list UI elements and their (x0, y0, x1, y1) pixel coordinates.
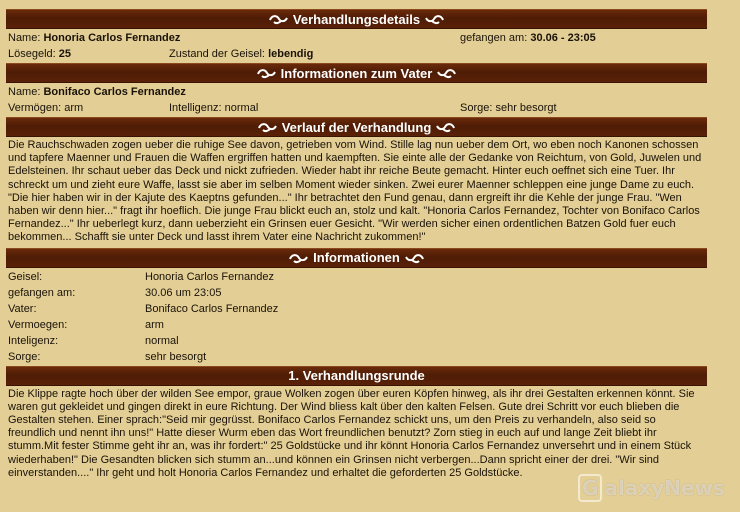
scroll-ornament-icon (258, 121, 277, 133)
father-wealth: Vermögen: arm (8, 102, 84, 114)
father-row-2 (6, 100, 707, 116)
scroll-ornament-icon (289, 252, 308, 264)
scroll-ornament-icon (425, 13, 444, 25)
scroll-ornament-icon (405, 252, 424, 264)
section-header-course (6, 117, 707, 137)
scroll-ornament-icon (269, 13, 288, 25)
scroll-ornament-icon (436, 121, 455, 133)
captured-date: gefangen am: 30.06 - 23:05 (460, 32, 596, 44)
info-row: gefangen am: 30.06 um 23:05 (8, 286, 222, 299)
info-table (6, 269, 707, 365)
details-row-2 (6, 46, 707, 62)
round-text: Die Klippe ragte hoch über der wilden See empor, graue Wolken zogen über euren Köpfen hinweg, als ihr drei Gestalten erkennen könnt. Sie waren gut gekleidet und gingen direkt in eure Richtung. Der Wind bliess kalt über den kalten Felsen. Gute drei Schritt vor euch blieben die Gestalten stehen. Einer sprach:"Seid mir gegrüsst. Bonifaco Carlos Fernandez schickt uns, um den Preis zu verhandeln, also seid so freundlich und nennt ihn uns!" Hatte dieser Wurm eben das Wort freundlichen benutzt? Zorn stieg in euch auf und lange Zeit bliebt ihr stumm.Mit fester Stimme geht ihr an, was ihr fordert:" 25 Goldstücke und ihr könnt Honoria Carlos Fernandez unversehrt und in einem Stück wiederhaben!" Die Gesandten blicken sich stumm an...und können ein Grinsen nicht verbergen...Dann spricht einer der drei. "Wir sind einverstanden...." Ihr geht und holt Honoria Carlos Fernandez und erhaltet die geforderten 25 Goldstücke. (8, 387, 695, 479)
scroll-ornament-icon (437, 67, 456, 79)
father-row-1 (6, 84, 707, 100)
info-row: Vater: Bonifaco Carlos Fernandez (8, 302, 279, 315)
galaxynews-watermark-logo: G alaxyNews (578, 474, 725, 502)
hostage-state: Zustand der Geisel: lebendig (169, 48, 314, 60)
father-name: Name: Bonifaco Carlos Fernandez (8, 86, 186, 98)
info-row: Vermoegen: arm (8, 318, 164, 331)
negotiation-panel (6, 8, 707, 482)
info-row: Sorge: sehr besorgt (8, 350, 207, 363)
father-worry: Sorge: sehr besorgt (460, 102, 557, 114)
section-title: Informationen zum Vater (280, 65, 433, 81)
section-header-round (6, 366, 707, 386)
scroll-ornament-icon (257, 67, 276, 79)
section-title: Verhandlungsdetails (292, 11, 421, 27)
father-intelligence: Intelligenz: normal (169, 102, 259, 114)
ransom: Lösegeld: 25 (8, 48, 72, 60)
section-title: Informationen (313, 250, 400, 266)
hostage-name: Name: Honoria Carlos Fernandez (8, 32, 181, 44)
section-title: Verlauf der Verhandlung (281, 119, 432, 135)
section-title: 1. Verhandlungsrunde (288, 368, 425, 384)
section-header-info (6, 248, 707, 268)
info-row: Geisel: Honoria Carlos Fernandez (8, 270, 275, 283)
details-row-1 (6, 30, 707, 46)
section-header-father (6, 63, 707, 83)
course-text: Die Rauchschwaden zogen ueber die ruhige See davon, getrieben vom Wind. Stille lag nun ueber dem Ort, wo eben noch Kanonen schossen und tapfere Maenner und Frauen die Waffen ergriffen hatten und kaempften. Sie einte alle der Gedanke von Reichtum, von Gold, Juwelen und Edelsteinen. Ihr schaut ueber das Deck und nickt zufrieden. Wieder habt ihr reiche Beute gemacht. Hinter euch oeffnet sich eine Tuer. Ihr schreckt um und zieht eure Waffe, lasst sie aber im selben Moment wieder sinken. Zwei eurer Maenner schleppen eine junge Dame zu euch. "Die hier haben wir in der Kajute des Kaeptns gefunden..." Ihr betrachtet den Fund genau, dann ergreift ihr die Kehle der junge Frau. "Wen haben wir denn hier..." fragt ihr hoeflich. Die junge Frau blickt euch an, stolz und kalt. "Honoria Carlos Fernandez, Tochter von Bonifaco Carlos Fernandez..." Ihr ueberlegt kurz, dann ueberzieht ein Grinsen euer Gesicht. "Wir werden sicher einen ordentlichen Batzen Gold fuer euch bekommen... Schafft sie unter Deck und lasst ihrem Vater eine Nachricht zukommen!" (8, 139, 702, 244)
section-header-details (6, 9, 707, 29)
info-row: Inteligenz: normal (8, 334, 179, 347)
